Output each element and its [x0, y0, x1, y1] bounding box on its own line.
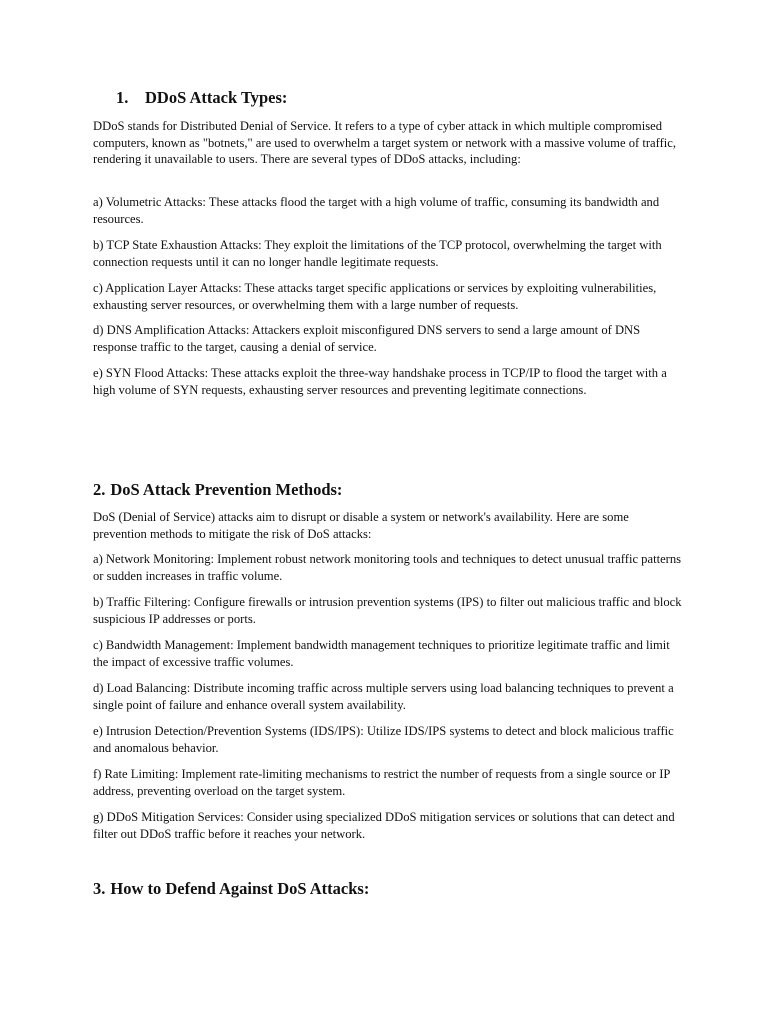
section-2-heading [93, 480, 342, 500]
section-1-number: 1. [116, 88, 129, 107]
section-2-title: DoS Attack Prevention Methods: [110, 480, 343, 499]
section-1-item-c: c) Application Layer Attacks: These attacks target specific applications or services by exploiting vulnerabilities, exhausting server resources, or overwhelming them with a large number of requests. [93, 281, 657, 312]
section-3-number: 3. [93, 879, 106, 898]
section-2-item-g: g) DDoS Mitigation Services: Consider using specialized DDoS mitigation services or solutions that can detect and filter out DDoS traffic before it reaches your network. [93, 810, 675, 841]
section-2-item-d: d) Load Balancing: Distribute incoming traffic across multiple servers using load balancing techniques to prevent a single point of failure and enhance overall system availability. [93, 681, 674, 712]
section-1-intro: DDoS stands for Distributed Denial of Service. It refers to a type of cyber attack in which multiple compromised computers, known as "botnets," are used to overwhelm a target system or network with a massive volume of traffic, rendering it unavailable to users. There are several types of DDoS attacks, including: [93, 119, 677, 166]
section-1-title: DDoS Attack Types: [145, 88, 288, 107]
section-1-heading [116, 88, 287, 108]
section-1-item-e: e) SYN Flood Attacks: These attacks exploit the three-way handshake process in TCP/IP to flood the target with a high volume of SYN requests, exhausting server resources and preventing legitimate connections. [93, 366, 667, 397]
section-1-item-a: a) Volumetric Attacks: These attacks flood the target with a high volume of traffic, consuming its bandwidth and resources. [93, 195, 660, 226]
section-2-intro: DoS (Denial of Service) attacks aim to disrupt or disable a system or network's availability. Here are some prevention methods to mitigate the risk of DoS attacks: [93, 510, 629, 541]
section-3-title: How to Defend Against DoS Attacks: [110, 879, 370, 898]
section-1-item-b: b) TCP State Exhaustion Attacks: They exploit the limitations of the TCP protocol, overwhelming the target with connection requests until it can no longer handle legitimate requests. [93, 238, 662, 269]
section-2-item-f: f) Rate Limiting: Implement rate-limiting mechanisms to restrict the number of requests from a single source or IP address, preventing overload on the target system. [93, 767, 670, 798]
section-2-item-c: c) Bandwidth Management: Implement bandwidth management techniques to prioritize legitimate traffic and limit the impact of excessive traffic volumes. [93, 638, 670, 669]
section-2-item-e: e) Intrusion Detection/Prevention Systems (IDS/IPS): Utilize IDS/IPS systems to detect and block malicious traffic and anomalous behavior. [93, 724, 674, 755]
section-2-item-b: b) Traffic Filtering: Configure firewalls or intrusion prevention systems (IPS) to filter out malicious traffic and block suspicious IP addresses or ports. [93, 595, 682, 626]
section-2-number: 2. [93, 480, 106, 499]
section-1-item-d: d) DNS Amplification Attacks: Attackers exploit misconfigured DNS servers to send a large amount of DNS response traffic to the target, causing a denial of service. [93, 323, 641, 354]
section-3-heading [93, 879, 369, 899]
section-2-item-a: a) Network Monitoring: Implement robust network monitoring tools and techniques to detect unusual traffic patterns or sudden increases in traffic volume. [93, 552, 682, 583]
